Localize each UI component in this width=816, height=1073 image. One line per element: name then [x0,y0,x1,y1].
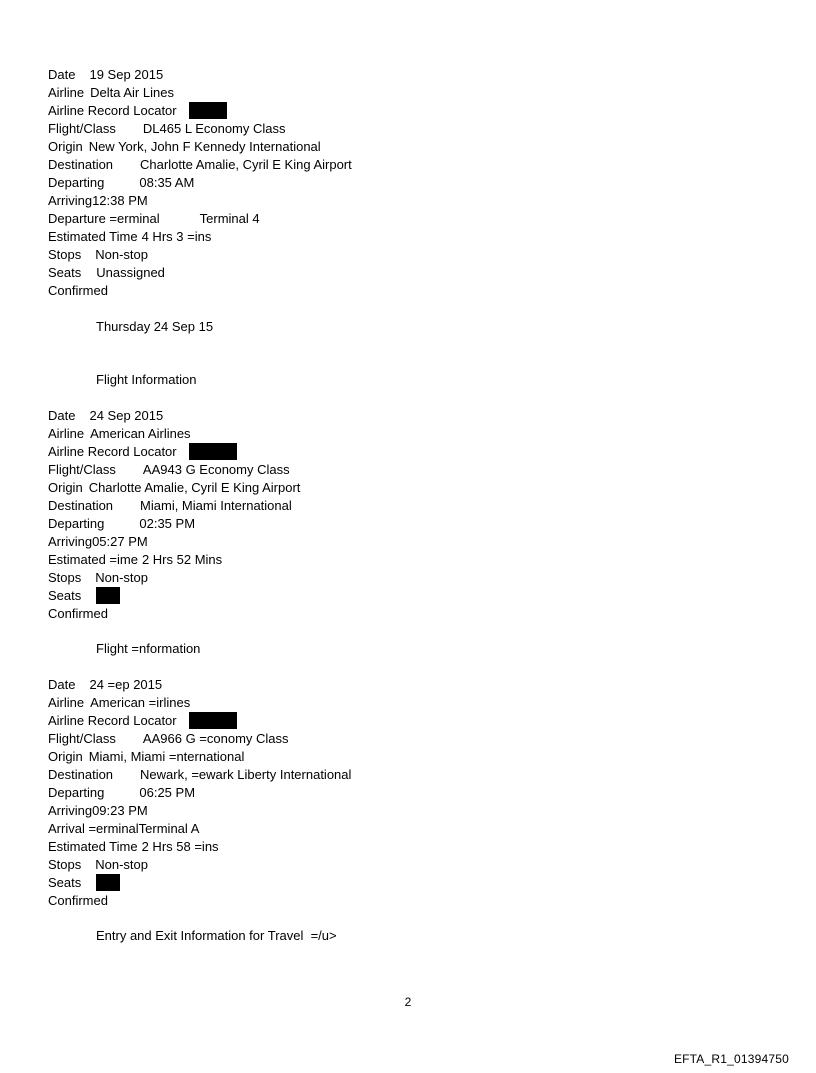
seg1-status: Confirmed [48,283,108,298]
seg1-departing-value: 08:35 AM [139,175,195,190]
seg1-departing-row [48,174,194,192]
seg2-flight-row [48,461,290,479]
seg3-destination-row [48,766,351,784]
seg1-date-value: 19 Sep 2015 [89,67,164,82]
seg1-estimated-row [48,228,211,246]
seg1-arriving-value: 12:38 PM [92,193,148,208]
redaction-block [96,587,120,604]
seg1-seats-label: Seats [48,265,82,280]
seg1-airline-row [48,84,174,102]
seg2-stops-value: Non-stop [95,570,148,585]
seg3-date-value: 24 =ep 2015 [89,677,163,692]
seg2-flight-value: AA943 G Economy Class [142,462,290,477]
seg1-origin-row [48,138,321,156]
seg1-estimated-label: Estimated Time [48,229,138,244]
seg2-estimated-row [48,551,222,569]
redaction-block [96,874,120,891]
seg1-date-label: Date [48,67,76,82]
heading-day: Thursday 24 Sep 15 [96,319,214,334]
seg1-flight-label: Flight/Class [48,121,116,136]
seg3-locator-row [48,712,237,730]
seg3-origin-value: Miami, Miami =nternational [88,749,245,764]
redaction-block [189,102,227,119]
seg1-origin-value: New York, John F Kennedy International [88,139,321,154]
seg3-stops-value: Non-stop [95,857,148,872]
seg1-stops-row [48,246,148,264]
seg2-date-value: 24 Sep 2015 [89,408,164,423]
seg3-destination-label: Destination [48,767,114,782]
seg2-destination-label: Destination [48,498,114,513]
seg1-terminal-value: Terminal 4 [199,211,260,226]
seg1-date-row [48,66,163,84]
redaction-block [189,443,237,460]
seg3-airline-label: Airline [48,695,85,710]
seg3-flight-row [48,730,289,748]
seg2-date-row [48,407,163,425]
seg2-status: Confirmed [48,606,108,621]
seg2-departing-label: Departing [48,516,105,531]
seg2-destination-row [48,497,292,515]
seg1-airline-value: Delta Air Lines [90,85,174,100]
seg1-seats-row [48,264,165,282]
redaction-block [189,712,237,729]
seg3-flight-value: AA966 G =conomy Class [142,731,289,746]
seg3-departing-label: Departing [48,785,105,800]
seg3-stops-label: Stops [48,857,82,872]
seg3-arriving-row [48,802,148,820]
seg3-date-row [48,676,162,694]
seg3-departing-value: 06:25 PM [139,785,196,800]
document-id: EFTA_R1_01394750 [673,1052,789,1066]
seg1-airline-label: Airline [48,85,85,100]
seg1-terminal-row [48,210,260,228]
seg1-destination-label: Destination [48,157,114,172]
seg2-stops-row [48,569,148,587]
page-number: 2 [404,995,412,1009]
seg3-date-label: Date [48,677,76,692]
seg1-flight-value: DL465 L Economy Class [142,121,286,136]
seg3-estimated-row [48,838,219,856]
heading-flight-information-2: Flight =nformation [96,641,201,656]
seg3-terminal-value: Terminal A [138,821,200,836]
seg1-estimated-value: 4 Hrs 3 =ins [141,229,212,244]
seg2-origin-value: Charlotte Amalie, Cyril E King Airport [88,480,301,495]
seg2-arriving-row [48,533,148,551]
seg1-stops-value: Non-stop [95,247,148,262]
seg3-flight-label: Flight/Class [48,731,116,746]
seg2-seats-row [48,587,120,605]
seg2-arriving-value: 05:27 PM [92,534,148,549]
seg2-date-label: Date [48,408,76,423]
seg3-estimated-label: Estimated Time [48,839,138,854]
seg1-arriving-row [48,192,148,210]
seg3-terminal-row [48,820,199,838]
seg3-arriving-label: Arriving [48,803,93,818]
seg1-arriving-label: Arriving [48,193,93,208]
seg3-airline-value: American =irlines [90,695,191,710]
seg3-origin-label: Origin [48,749,83,764]
seg2-departing-value: 02:35 PM [139,516,196,531]
seg2-locator-row [48,443,237,461]
seg3-estimated-value: 2 Hrs 58 =ins [141,839,219,854]
seg2-flight-label: Flight/Class [48,462,116,477]
seg1-origin-label: Origin [48,139,83,154]
heading-flight-information: Flight Information [96,372,197,387]
seg2-estimated-value: 2 Hrs 52 Mins [141,552,223,567]
seg2-stops-label: Stops [48,570,82,585]
seg3-seats-label: Seats [48,875,82,890]
seg3-status: Confirmed [48,893,108,908]
seg1-seats-value: Unassigned [96,265,165,280]
seg1-destination-row [48,156,352,174]
seg1-locator-row [48,102,227,120]
heading-entry-exit: Entry and Exit Information for Travel =/u> [96,928,337,943]
seg1-terminal-label: Departure =erminal [48,211,160,226]
seg3-terminal-label: Arrival =erminal [48,821,139,836]
seg2-airline-label: Airline [48,426,85,441]
seg2-origin-row [48,479,300,497]
seg3-departing-row [48,784,195,802]
seg1-destination-value: Charlotte Amalie, Cyril E King Airport [140,157,352,172]
seg3-destination-value: Newark, =ewark Liberty International [140,767,352,782]
seg2-airline-value: American Airlines [90,426,191,441]
seg1-stops-label: Stops [48,247,82,262]
seg1-departing-label: Departing [48,175,105,190]
seg2-destination-value: Miami, Miami International [140,498,292,513]
seg3-locator-label: Airline Record Locator [48,713,177,728]
seg2-seats-label: Seats [48,588,82,603]
seg3-airline-row [48,694,190,712]
seg1-locator-label: Airline Record Locator [48,103,177,118]
seg3-seats-row [48,874,120,892]
seg2-arriving-label: Arriving [48,534,93,549]
seg2-origin-label: Origin [48,480,83,495]
seg3-arriving-value: 09:23 PM [92,803,148,818]
seg1-flight-row [48,120,286,138]
seg2-airline-row [48,425,191,443]
seg2-estimated-label: Estimated =ime [48,552,138,567]
seg3-stops-row [48,856,148,874]
seg3-origin-row [48,748,244,766]
seg2-departing-row [48,515,195,533]
seg2-locator-label: Airline Record Locator [48,444,177,459]
